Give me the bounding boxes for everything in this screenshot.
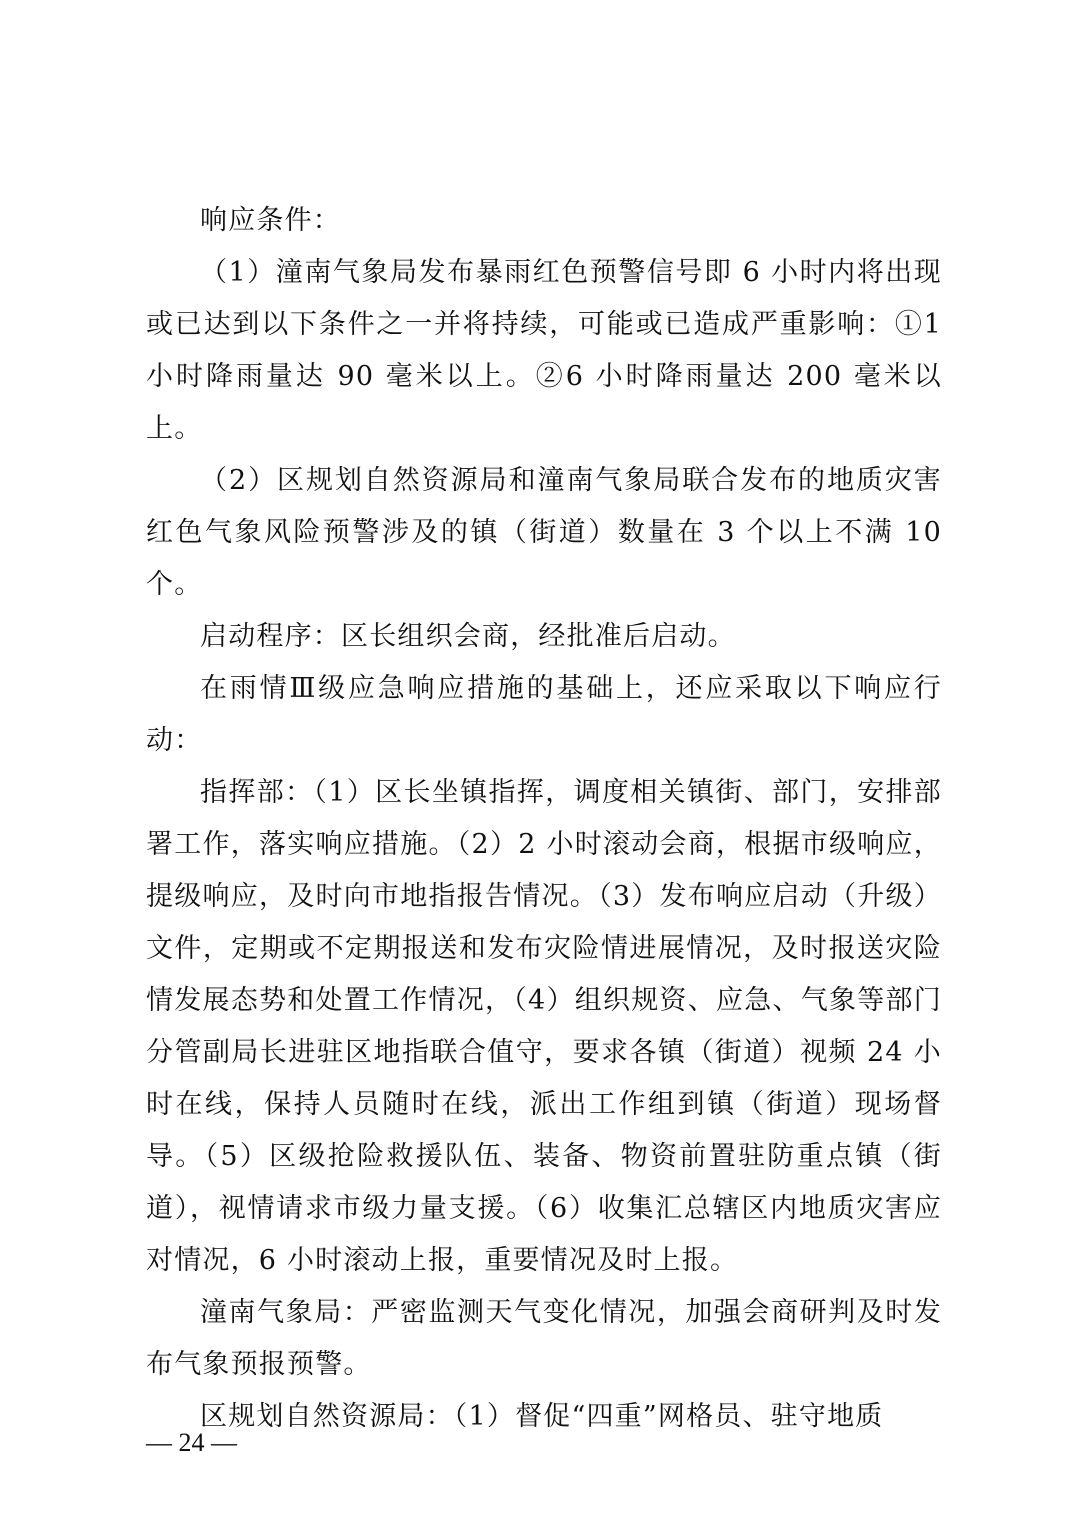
paragraph-condition-2: （2）区规划自然资源局和潼南气象局联合发布的地质灾害红色气象风险预警涉及的镇（街道）数量在 3 个以上不满 10 个。 bbox=[146, 465, 942, 600]
paragraph-startup-procedure: 启动程序：区长组织会商，经批准后启动。 bbox=[200, 621, 736, 652]
page-number: — 24 — bbox=[146, 1428, 237, 1457]
paragraph-response-conditions: 响应条件： bbox=[200, 205, 341, 236]
paragraph-additional-actions: 在雨情Ⅲ级应急响应措施的基础上，还应采取以下响应行动： bbox=[146, 673, 942, 756]
paragraph-planning-bureau: 区规划自然资源局：（1）督促“四重”网格员、驻守地质 bbox=[200, 1401, 884, 1432]
paragraph-condition-1: （1）潼南气象局发布暴雨红色预警信号即 6 小时内将出现或已达到以下条件之一并将持续，可能或已造成严重影响：①1 小时降雨量达 90 毫米以上。②6 小时降雨量达 200 毫米以上。 bbox=[146, 257, 942, 444]
document-body bbox=[146, 195, 942, 1443]
paragraph-headquarters: 指挥部：（1）区长坐镇指挥，调度相关镇街、部门，安排部署工作，落实响应措施。（2）2 小时滚动会商，根据市级响应，提级响应，及时向市地指报告情况。（3）发布响应启动（升级）文件，定期或不定期报送和发布灾险情进展情况，及时报送灾险情发展态势和处置工作情况，（4）组织规资、应急、气象等部门分管副局长进驻区地指联合值守，要求各镇（街道）视频 24 小时在线，保持人员随时在线，派出工作组到镇（街道）现场督导。（5）区级抢险救援队伍、装备、物资前置驻防重点镇（街道），视情请求市级力量支援。（6）收集汇总辖区内地质灾害应对情况，6 小时滚动上报，重要情况及时上报。 bbox=[146, 777, 942, 1276]
paragraph-meteorological-bureau: 潼南气象局：严密监测天气变化情况，加强会商研判及时发布气象预报预警。 bbox=[146, 1297, 942, 1380]
